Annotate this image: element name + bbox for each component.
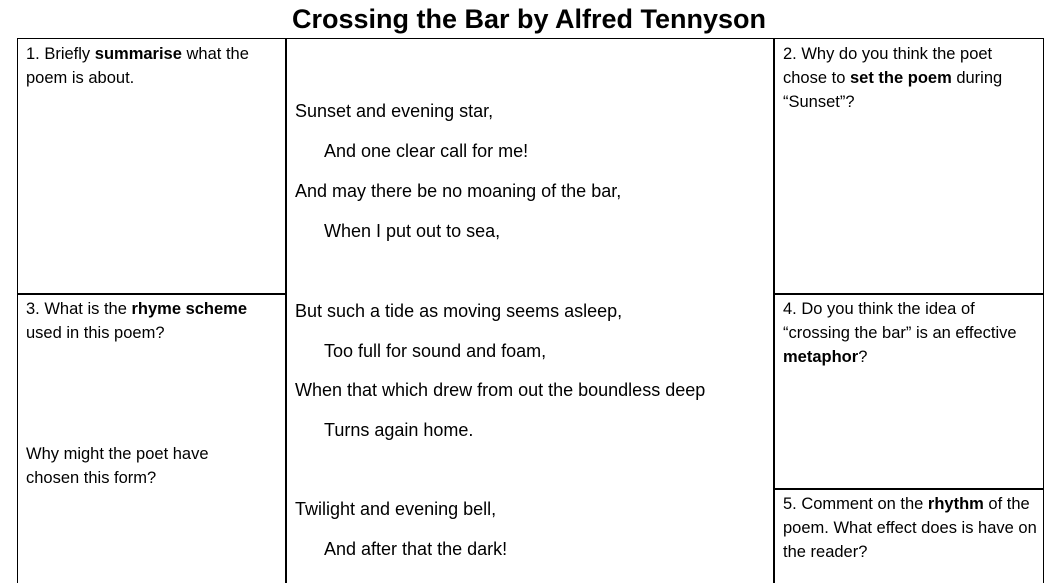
question-4-keyword: metaphor [783, 348, 859, 366]
question-3-text-start: 3. What is the [26, 300, 132, 318]
question-5-keyword: rhythm [927, 495, 984, 513]
question-2-text-start: 2. Why do you think the poet chose to [783, 45, 993, 87]
question-1-text-start: 1. Briefly [26, 45, 95, 63]
right-row-divider-1 [773, 293, 1043, 295]
right-column-divider [773, 39, 775, 583]
poem-line: Sunset and evening star, [295, 101, 494, 121]
poem-line: And after that the dark! [324, 539, 508, 559]
poem-line: Turns again home. [324, 420, 474, 440]
poem-line: And one clear call for me! [324, 141, 529, 161]
poem-line: When that which drew from out the boundless deep [295, 380, 706, 400]
poem-line: Too full for sound and foam, [324, 341, 547, 361]
poem-line: And may there be no moaning of the bar, [295, 181, 622, 201]
question-3-text-end: used in this poem? [26, 324, 165, 342]
poem-line: Twilight and evening bell, [295, 499, 497, 519]
poem-line: When I put out to sea, [324, 221, 501, 241]
question-3-followup: Why might the poet have chosen this form? [26, 445, 209, 487]
question-2-keyword: set the poem [849, 69, 952, 87]
poem-line: But such a tide as moving seems asleep, [295, 301, 623, 321]
question-2-text-end: during “Sunset”? [783, 69, 1003, 111]
question-5-text-start: 5. Comment on the [783, 495, 928, 513]
question-4-text-end: ? [858, 348, 868, 366]
question-1-keyword: summarise [94, 45, 182, 63]
left-row-divider [18, 293, 286, 295]
question-1-text-end: what the poem is about. [26, 45, 249, 87]
question-5 [783, 492, 1038, 564]
question-3-keyword: rhyme scheme [131, 300, 248, 318]
question-5-text-end: of the poem. What effect does is have on the reader? [783, 495, 1037, 561]
worksheet-title: Crossing the Bar by Alfred Tennyson [291, 4, 767, 34]
left-column-divider [285, 39, 287, 583]
question-4 [783, 297, 1033, 369]
question-2 [783, 42, 1033, 114]
question-1 [26, 42, 278, 90]
right-row-divider-2 [773, 488, 1043, 490]
question-4-text-start: 4. Do you think the idea of “crossing the bar” is an effective [783, 300, 1017, 342]
worksheet-grid [17, 38, 1044, 583]
question-3 [26, 297, 278, 345]
